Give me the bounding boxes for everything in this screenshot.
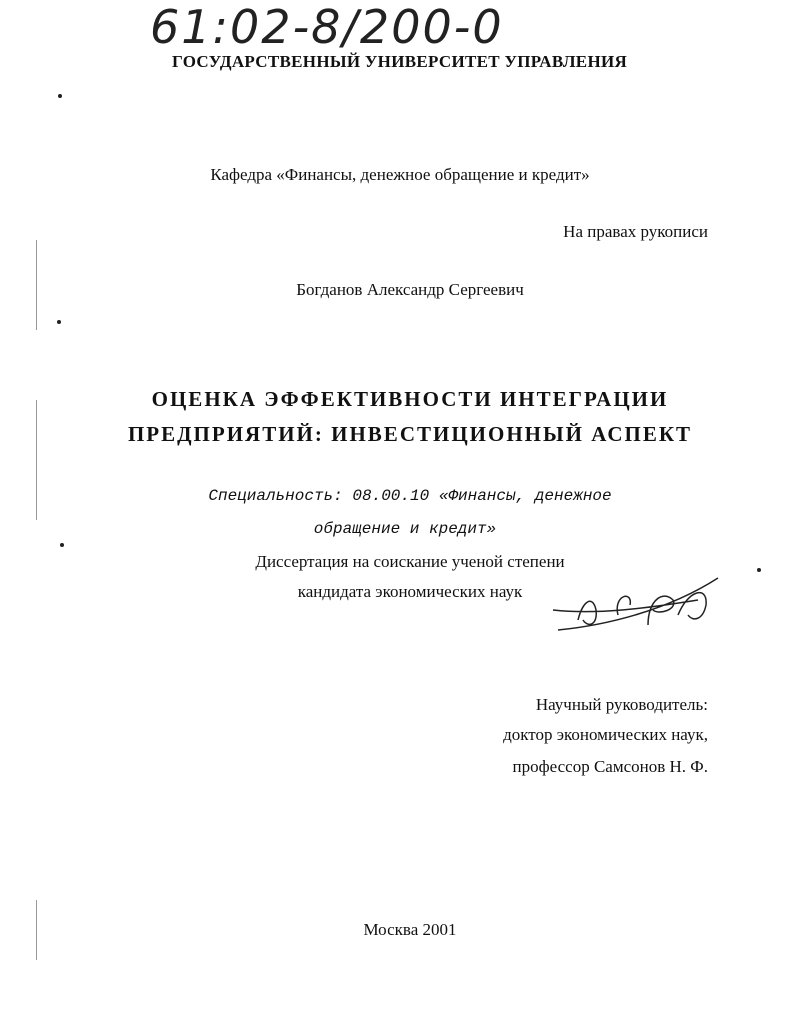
supervisor-name: профессор Самсонов Н. Ф. [512,757,708,776]
degree-line-2: кандидата экономических наук [297,582,523,601]
scan-speck [60,543,64,547]
signature [548,570,728,640]
specialty-line-2: обращение и кредит» [313,520,497,538]
thesis-title-line-2: ПРЕДПРИЯТИЙ: ИНВЕСТИЦИОННЫЙ АСПЕКТ [127,422,693,446]
supervisor-label: Научный руководитель: [535,695,708,714]
place-and-year: Москва 2001 [363,920,457,939]
department: Кафедра «Финансы, денежное обращение и кредит» [210,165,590,184]
scan-speck [58,94,62,98]
specialty-line-1: Специальность: 08.00.10 «Финансы, денежное [208,487,612,505]
thesis-title-line-1: ОЦЕНКА ЭФФЕКТИВНОСТИ ИНТЕГРАЦИИ [151,387,669,411]
supervisor-degree: доктор экономических наук, [503,725,708,744]
handwritten-catalog-number: 61:02-8/200-0 [150,0,504,54]
manuscript-note: На правах рукописи [563,222,708,241]
scan-speck [57,320,61,324]
degree-line-1: Диссертация на соискание ученой степени [255,552,565,571]
author-name: Богданов Александр Сергеевич [296,280,524,299]
university-name: ГОСУДАРСТВЕННЫЙ УНИВЕРСИТЕТ УПРАВЛЕНИЯ [172,52,628,71]
